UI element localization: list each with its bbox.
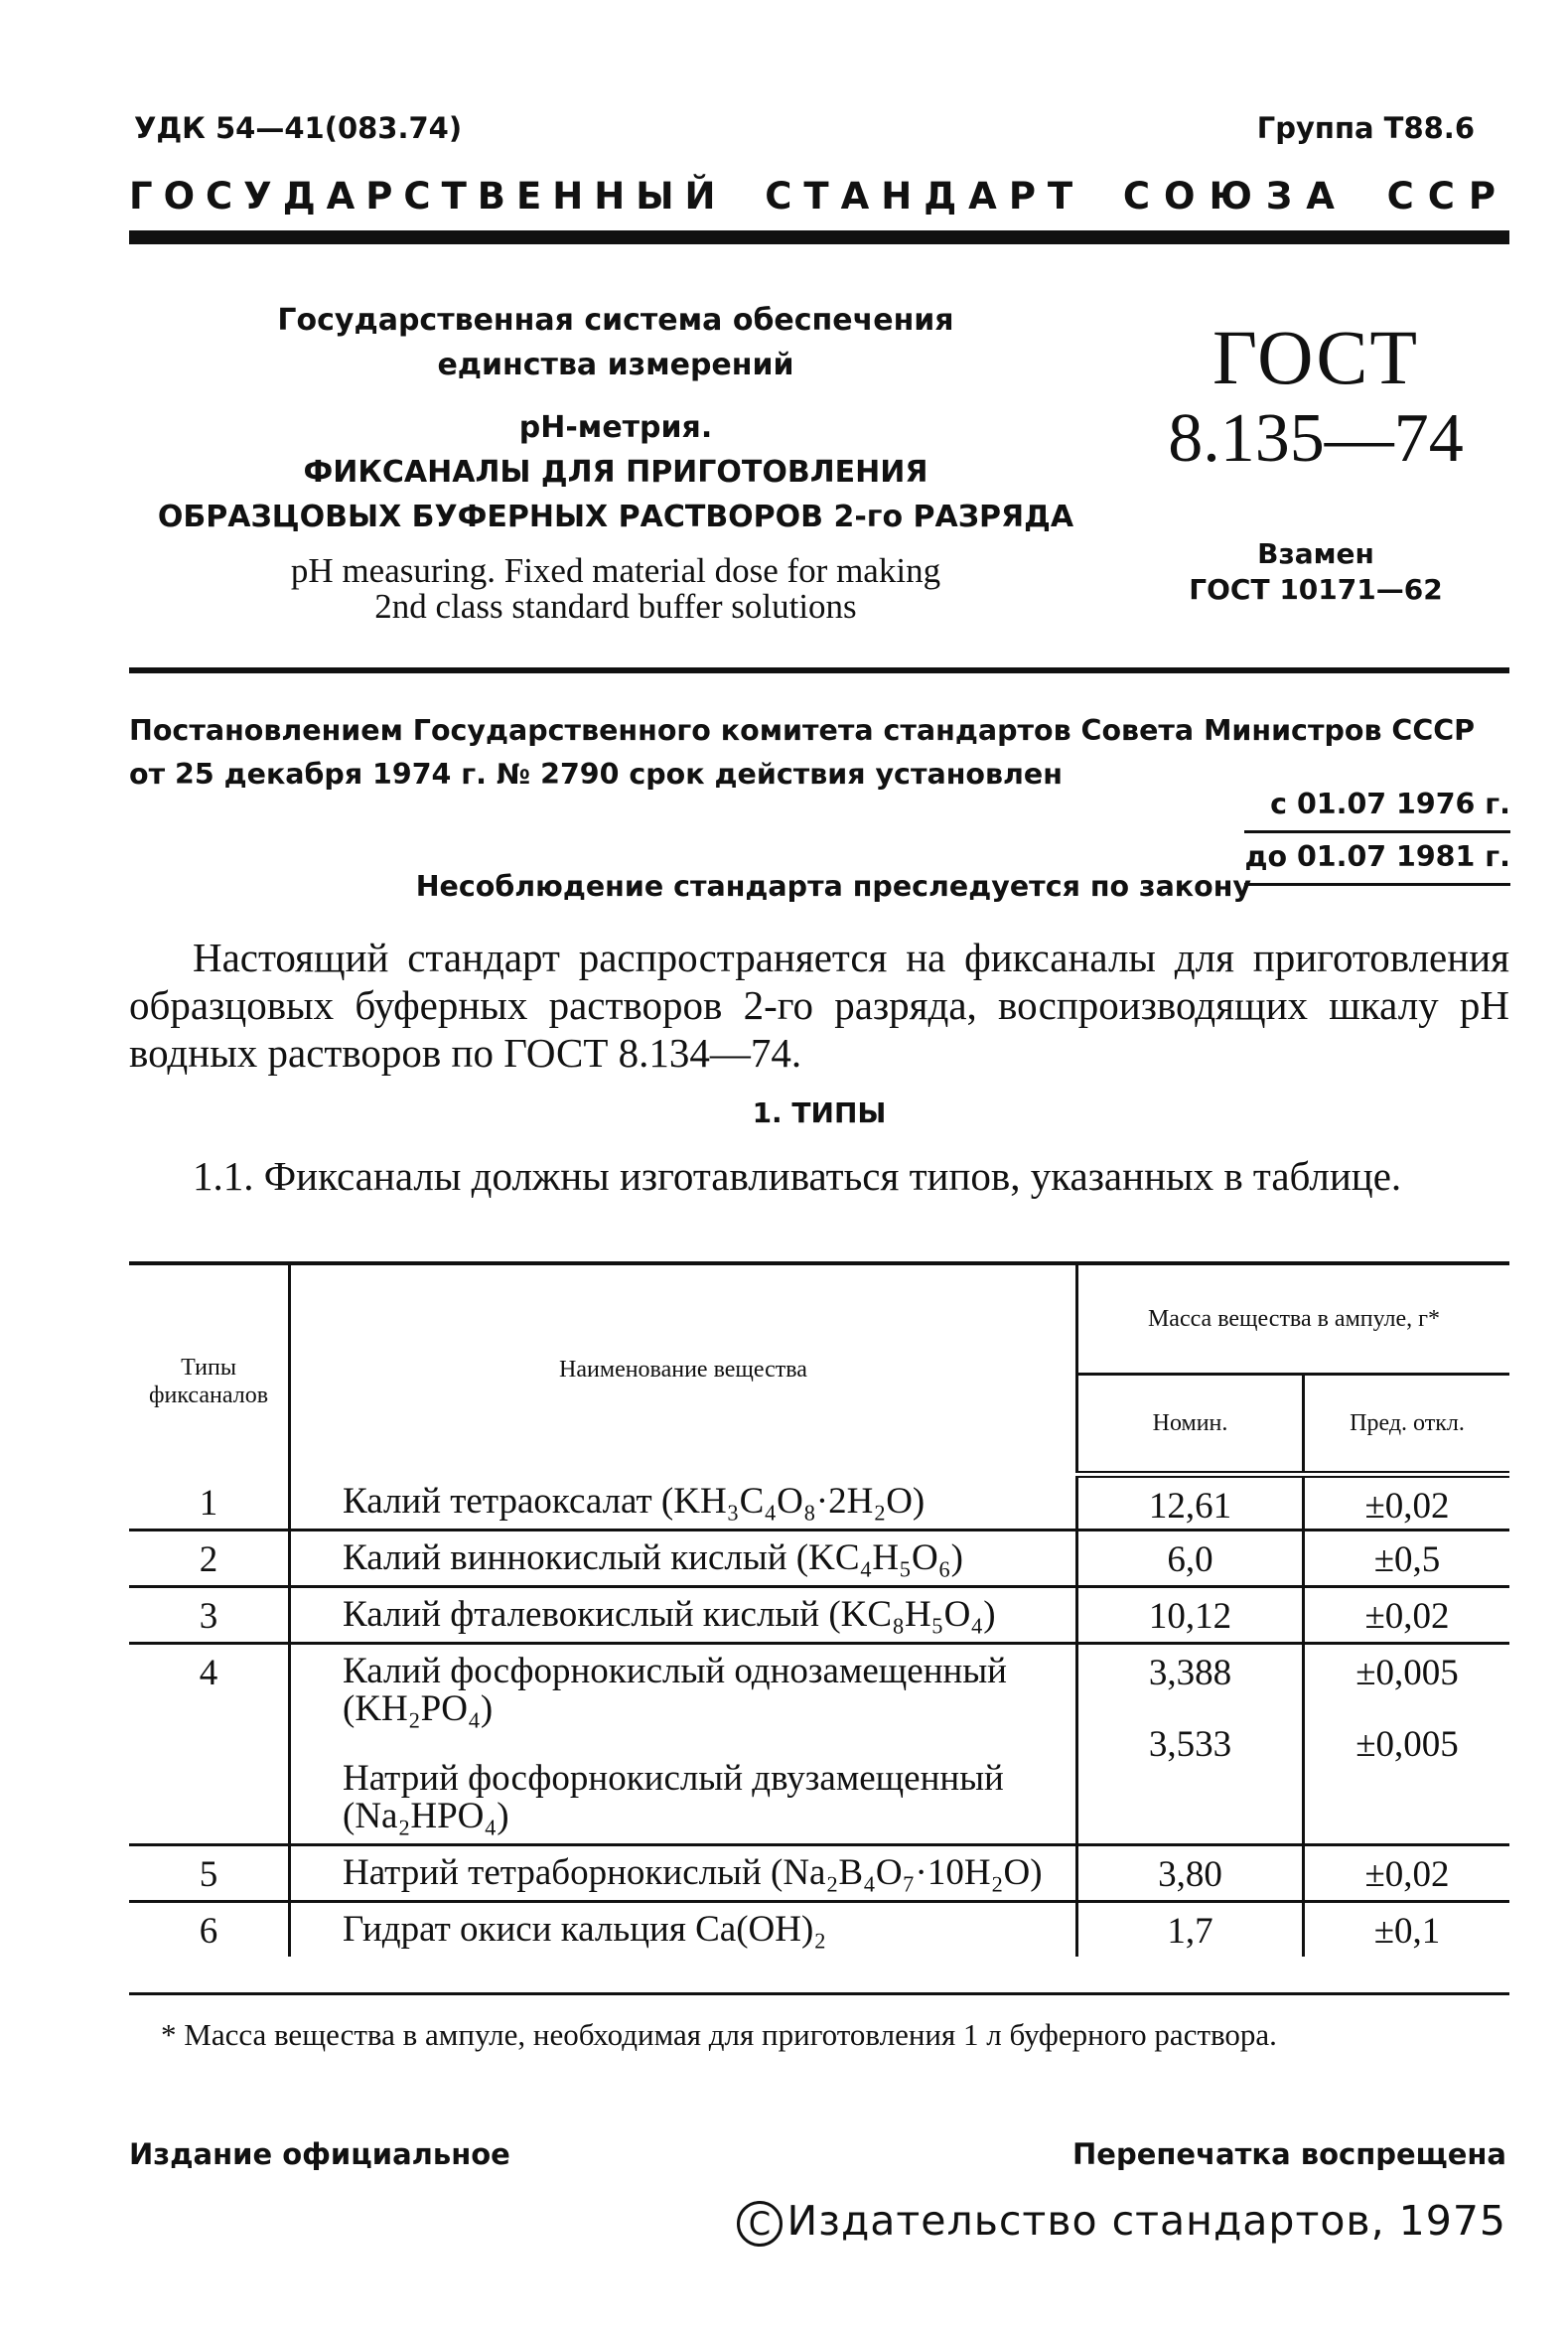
header-name: Наименование вещества [290, 1263, 1077, 1475]
cell-nominal-part: 3,388 [1148, 1652, 1232, 1693]
header-rule [129, 230, 1509, 244]
udk-code: УДК 54—41(083.74) [134, 111, 463, 145]
law-notice: Несоблюдение стандарта преследуется по закону [415, 870, 1251, 903]
replace-label: Взамен [1257, 537, 1374, 570]
cell-nominal: 6,0 [1077, 1530, 1304, 1586]
date-to: до 01.07 1981 г. [1244, 833, 1510, 886]
cell-nominal: 1,7 [1077, 1901, 1304, 1957]
title-line-3: рН-метрия. [518, 410, 713, 445]
cell-type: 4 [129, 1643, 290, 1844]
publisher-name: Издательство стандартов, 1975 [786, 2197, 1506, 2245]
cell-type: 5 [129, 1844, 290, 1901]
table-row [129, 1475, 1509, 1530]
cell-deviation [1304, 1643, 1510, 1844]
banner-word-standard: СТАНДАРТ [765, 175, 1085, 218]
title-rule [129, 667, 1509, 673]
cell-name-part: Натрий фосфорнокислый двузамещенный (Na₂HPO₄) [343, 1757, 1004, 1836]
paragraph-1-1: 1.1. Фиксаналы должны изготавливаться типов, указанных в таблице. [193, 1153, 1402, 1199]
copyright-icon: С [737, 2201, 783, 2247]
footnote: * Масса вещества в ампуле, необходимая для приготовления 1 л буферного раствора. [161, 2017, 1277, 2052]
cell-nominal: 10,12 [1077, 1586, 1304, 1643]
edition-label: Издание официальное [129, 2137, 510, 2171]
date-from: с 01.07 1976 г. [1244, 781, 1510, 833]
gost-designation [1122, 316, 1509, 608]
cell-type: 6 [129, 1901, 290, 1957]
title-line-4: ФИКСАНАЛЫ ДЛЯ ПРИГОТОВЛЕНИЯ [303, 455, 928, 490]
gost-number: 8.135—74 [1168, 400, 1464, 477]
header-nominal: Номин. [1077, 1375, 1304, 1475]
intro-paragraph: Настоящий стандарт распространяется на фиксаналы для приготовления образцовых буферных растворов 2-го разряда, воспроизводящих шкалу рН водных растворов по ГОСТ 8.134—74. [129, 935, 1509, 1076]
cell-name: Натрий тетраборнокислый (Na₂B₄O₇·10H₂O) [290, 1844, 1077, 1901]
cell-deviation-part: ±0,005 [1355, 1723, 1459, 1765]
cell-nominal [1077, 1643, 1304, 1844]
cell-type: 3 [129, 1586, 290, 1643]
table-row [129, 1901, 1509, 1957]
header-type: Типы фиксаналов [129, 1263, 290, 1475]
title-line-1: Государственная система обеспечения [277, 303, 954, 338]
group-code: Группа Т88.6 [1256, 111, 1475, 145]
header-deviation: Пред. откл. [1304, 1375, 1510, 1475]
table-row [129, 1530, 1509, 1586]
state-standard-banner [129, 175, 1509, 218]
reprint-notice: Перепечатка воспрещена [1072, 2137, 1506, 2171]
title-line-2: единства измерений [437, 348, 794, 382]
cell-nominal: 3,80 [1077, 1844, 1304, 1901]
cell-deviation: ±0,02 [1304, 1475, 1510, 1530]
banner-word-ussr: ССР [1386, 175, 1509, 218]
cell-type: 1 [129, 1475, 290, 1530]
decree-line-2: от 25 декабря 1974 г. № 2790 срок действия установлен [129, 758, 1063, 791]
header-mass: Масса вещества в ампуле, г* [1077, 1263, 1510, 1375]
footnote-rule [129, 1992, 1509, 1995]
cell-deviation-part: ±0,005 [1355, 1652, 1459, 1693]
banner-word-state: ГОСУДАРСТВЕННЫЙ [129, 175, 727, 218]
cell-deviation: ±0,5 [1304, 1530, 1510, 1586]
table-row [129, 1844, 1509, 1901]
cell-name [290, 1643, 1077, 1844]
fixanal-types-table [129, 1261, 1509, 1957]
cell-deviation: ±0,02 [1304, 1844, 1510, 1901]
title-line-5: ОБРАЗЦОВЫХ БУФЕРНЫХ РАСТВОРОВ 2-го РАЗРЯДА [157, 500, 1074, 534]
title-block [129, 298, 1102, 625]
section-title: 1. ТИПЫ [752, 1096, 887, 1129]
english-title-1: pH measuring. Fixed material dose for making [290, 551, 941, 590]
cell-name: Гидрат окиси кальция Ca(OH)₂ [290, 1901, 1077, 1957]
gost-word: ГОСТ [1212, 314, 1420, 400]
cell-deviation: ±0,02 [1304, 1586, 1510, 1643]
banner-word-union: СОЮЗА [1122, 175, 1349, 218]
cell-name-part: Калий фосфорнокислый однозамещенный (KH₂PO₄) [343, 1650, 1007, 1729]
cell-nominal-part: 3,533 [1148, 1723, 1232, 1765]
english-title-2: 2nd class standard buffer solutions [374, 587, 857, 626]
validity-dates [1244, 781, 1510, 886]
replace-value: ГОСТ 10171—62 [1189, 573, 1443, 606]
cell-name: Калий тетраоксалат (KH₃C₄O₈·2H₂O) [290, 1475, 1077, 1530]
cell-name: Калий виннокислый кислый (KC₄H₅O₆) [290, 1530, 1077, 1586]
cell-type: 2 [129, 1530, 290, 1586]
cell-deviation: ±0,1 [1373, 1910, 1441, 1952]
cell-nominal: 12,61 [1077, 1475, 1304, 1530]
publisher-copyright [737, 2197, 1506, 2247]
table-row [129, 1643, 1509, 1844]
table-row [129, 1586, 1509, 1643]
cell-name: Калий фталевокислый кислый (KC₈H₅O₄) [290, 1586, 1077, 1643]
decree-line-1: Постановлением Государственного комитета стандартов Совета Министров СССР [129, 714, 1476, 747]
